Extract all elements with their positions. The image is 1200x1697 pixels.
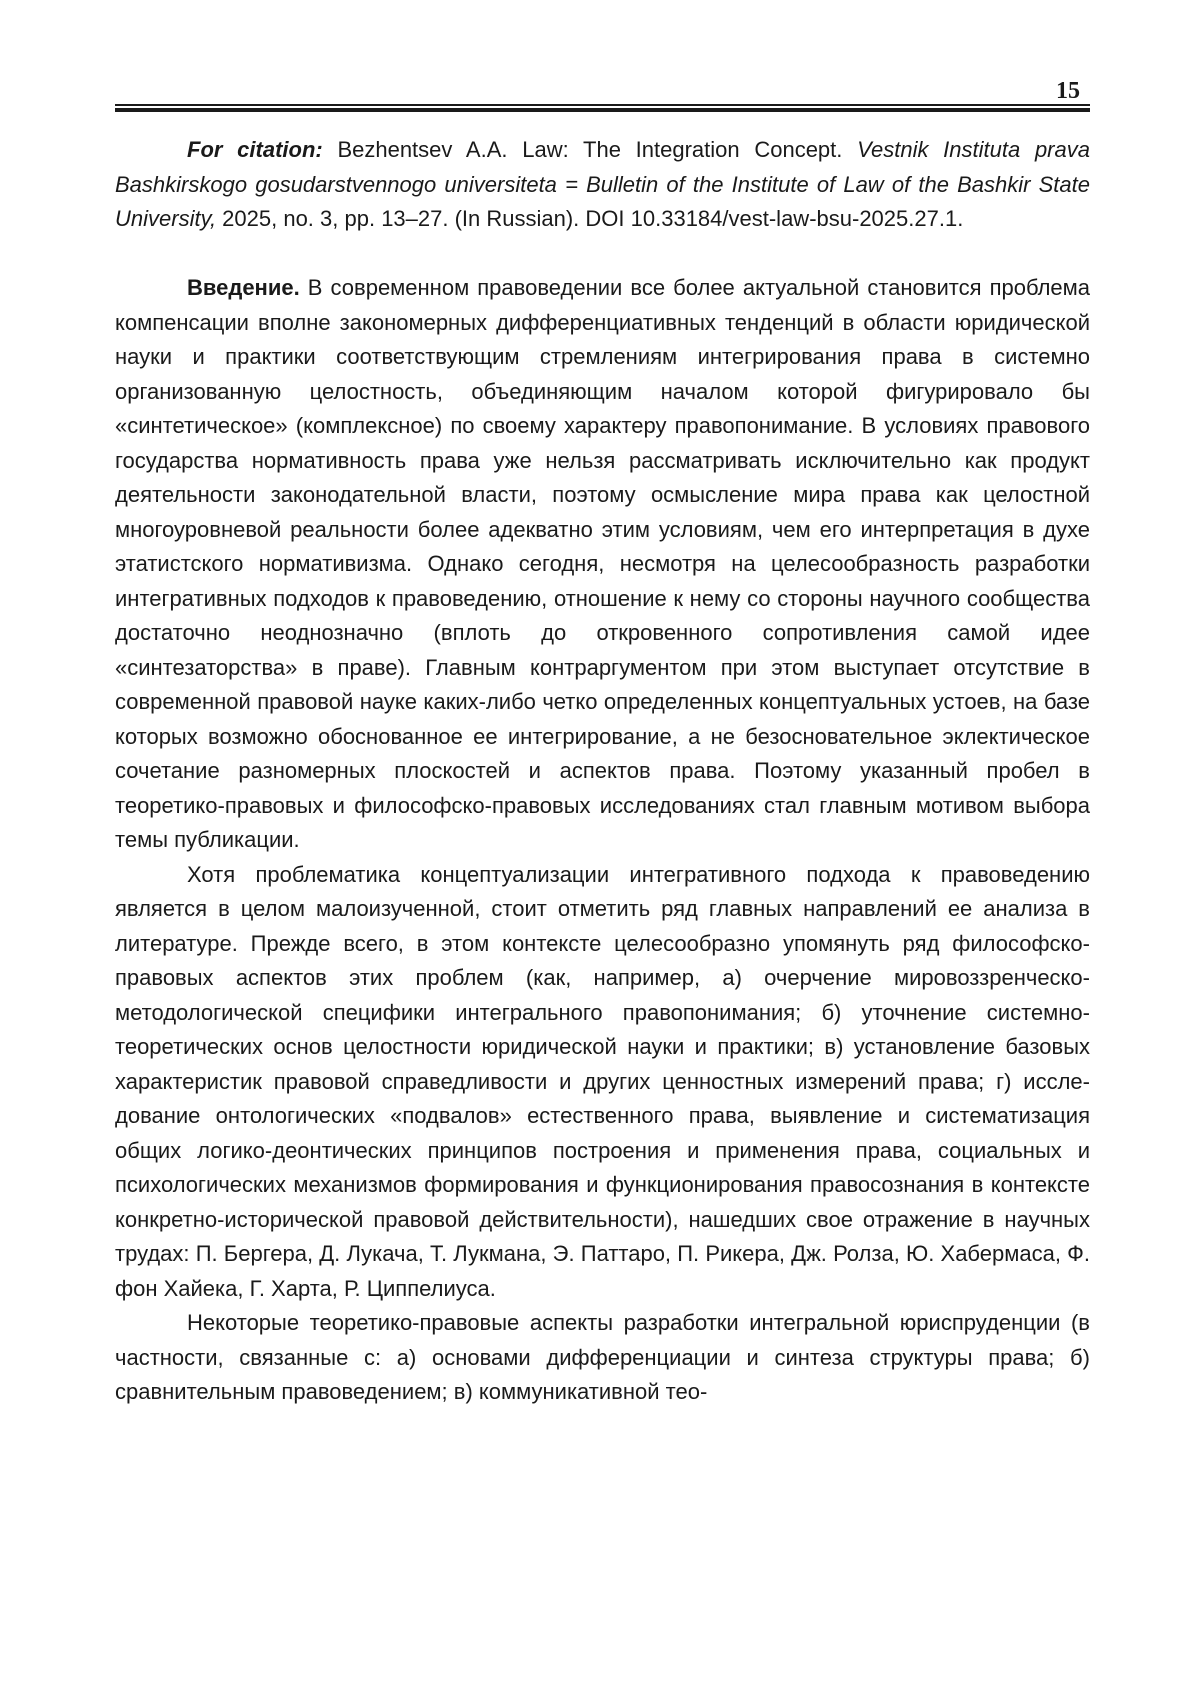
- intro-text: В современном правоведении все более актуальной становится проблема компенсации вполне закономерных дифференциативных тенденций в области юридической науки и практики соответствующим стремлениям интегрирования права в системно организованную целостность, объединяющим началом которой фигурировало бы «синтетическое» (комплексное) по своему характеру правопонимание. В условиях правового государства нормативность права уже нельзя рассматривать исключительно как продукт деятельности законодательной власти, поэтому осмысление мира права как целостной многоуровневой реальности более адекватно этим условиям, чем его интерпретация в духе этатистского нормативизма. Однако сегодня, несмотря на целесообразность разработки интегративных подходов к правоведению, отношение к нему со стороны научного сообщества достаточно неоднозначно (вплоть до откровенного сопротивления самой идее «синтезаторства» в праве). Главным контраргументом при этом выступает отсутствие в современной правовой науке каких-либо четко определенных концептуальных устоев, на базе которых возможно обоснованное ее интегрирование, а не безосновательное эклектическое сочетание разномерных плоскостей и аспектов права. Поэтому указанный пробел в теоретико-правовых и философско-правовых исследованиях стал главным мотивом выбора темы публикации.: [115, 275, 1090, 852]
- header-rule-thin: [115, 104, 1090, 106]
- intro-label: Введение.: [187, 275, 300, 300]
- citation-journal: Vestnik Instituta prava Bashkirskogo gosudarstvennogo universiteta = Bulletin of the Institute of Law of the Bashkir State University,: [115, 137, 1090, 231]
- body-paragraph-3: Некоторые теоретико-правовые аспекты разработки интегральной юриспруденции (в частности, связанные с: а) основами дифференциации и синтеза структуры права; б) сравнительным правоведением; в) коммуникативной тео-: [115, 1310, 1090, 1404]
- page-number: 15: [1056, 78, 1080, 104]
- citation-paragraph: [115, 133, 1090, 237]
- citation-details: 2025, no. 3, pp. 13–27. (In Russian). DOI 10.33184/vest-law-bsu-2025.27.1.: [216, 206, 964, 231]
- intro-paragraph: [115, 271, 1090, 858]
- body-paragraph-2: Хотя проблематика концептуализации интегративного подхода к правоведению является в целом малоизученной, стоит отметить ряд главных направлений ее анализа в литературе. Прежде всего, в этом контексте целесообразно упомянуть ряд философско-правовых аспектов этих проблем (как, например, а) очерчение мировоззренческо-методологической специфики интегрального правопонимания; б) уточнение системно-теоретических основ целостности юридической науки и практики; в) установление базовых характеристик правовой справедливости и других ценностных измерений права; г) исследование онтологических «подвалов» естественного права, выявление и систематизация общих логико-деонтических принципов построения и применения права, социальных и психологических механизмов формирования и функционирования правосознания в контексте конкретно-исторической правовой действительности), нашедших свое отражение в научных трудах: П. Бергера, Д. Лукача, Т. Лукмана, Э. Паттаро, П. Рикера, Дж. Ролза, Ю. Хабермаса, Ф. фон Хайека, Г. Харта, Р. Циппелиуса.: [115, 861, 1090, 1301]
- citation-label: For citation:: [187, 137, 323, 162]
- article-body: [115, 133, 1090, 1410]
- header-rule-thick: [115, 108, 1090, 112]
- citation-authors: Bezhentsev A.A. Law: The Integration Concept.: [322, 137, 858, 162]
